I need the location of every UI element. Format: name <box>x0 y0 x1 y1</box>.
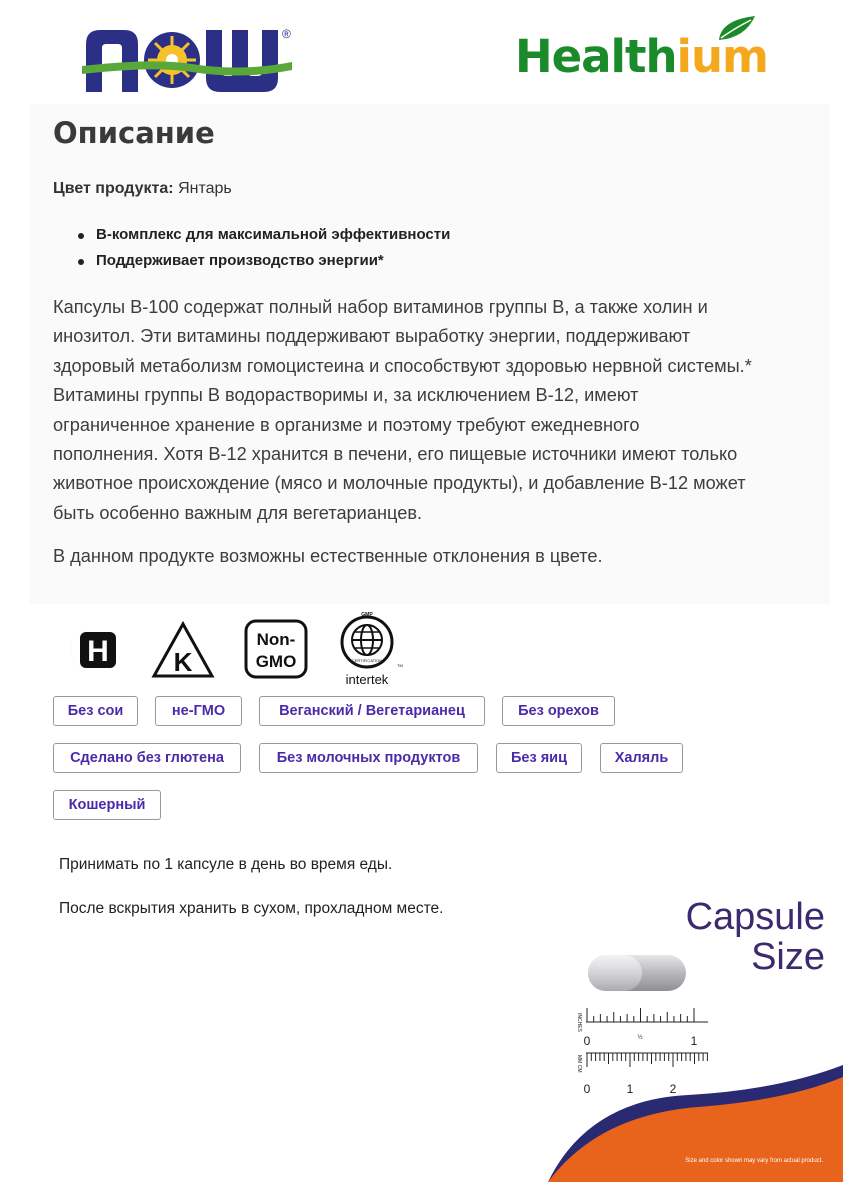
ruler-mm-ticks <box>587 1053 707 1067</box>
intertek-gmp-text: GMP <box>361 612 373 618</box>
intertek-name: intertek <box>345 672 389 687</box>
halal-cert-letter: H <box>87 635 109 668</box>
inch-tick-label-1: 1 <box>690 1034 698 1048</box>
paragraph-line: инозитол. Эти витамины поддерживают выработку энергии, поддерживают <box>53 326 691 347</box>
cm-tick-label-1: 1 <box>626 1082 634 1096</box>
badge-nut-free: Без орехов <box>502 696 615 726</box>
intertek-cert-icon <box>336 610 406 688</box>
product-color-label: Цвет продукта: <box>53 180 174 197</box>
capsule-cap <box>588 955 642 991</box>
healthium-main: Health <box>515 30 677 83</box>
paragraph-line: пополнения. Хотя B-12 хранится в печени, его пищевые источники имеют только <box>53 444 738 465</box>
non-gmo-line1: Non- <box>256 630 296 649</box>
badge-dairy-free: Без молочных продуктов <box>259 743 478 773</box>
capsule-title-line2: Size <box>751 936 825 978</box>
badge-soy-free: Без сои <box>53 696 138 726</box>
healthium-logo <box>515 14 785 84</box>
ruler-metric-label: MM CM <box>576 1055 582 1073</box>
badge-vegan: Веганский / Вегетарианец <box>259 696 485 726</box>
halal-cert-icon <box>64 618 124 680</box>
badge-gluten-free: Сделано без глютена <box>53 743 241 773</box>
kosher-cert-icon <box>150 620 216 680</box>
badge-non-gmo: не-ГМО <box>155 696 242 726</box>
inch-tick-label-half: ½ <box>637 1035 643 1041</box>
paragraph-line: Капсулы B-100 содержат полный набор витаминов группы B, а также холин и <box>53 297 708 317</box>
intertek-ring-text: CERTIFICATION <box>351 658 383 663</box>
feature-item: B-комплекс для максимальной эффективности <box>78 226 450 252</box>
description-paragraph <box>53 293 843 528</box>
healthium-accent: ium <box>676 30 768 83</box>
intertek-tm: TM <box>397 663 403 668</box>
capsule-size-card <box>548 885 843 1182</box>
cm-tick-label-2: 2 <box>669 1082 677 1096</box>
capsule-title-line1: Capsule <box>685 896 825 938</box>
paragraph-line: Витамины группы B водорастворимы и, за исключением B-12, имеют <box>53 385 639 406</box>
paragraph-line: животное происхождение (мясо и молочные продукты), и добавление B-12 может <box>53 473 746 494</box>
paragraph-line: быть особенно важным для вегетарианцев. <box>53 502 423 523</box>
ruler-inch-ticks <box>587 1008 694 1022</box>
capsule-size-title <box>686 897 825 977</box>
color-variation-note: В данном продукте возможны естественные отклонения в цвете. <box>53 546 603 566</box>
dosage-text: Принимать по 1 капсуле в день во время еды. <box>59 856 393 873</box>
page-title: Описание <box>53 116 215 150</box>
storage-text: После вскрытия хранить в сухом, прохладном месте. <box>59 900 444 917</box>
paragraph-line: ограниченное хранение в организме и поэтому требуют ежедневного <box>53 414 640 435</box>
product-color-value: Янтарь <box>178 180 232 197</box>
badge-halal: Халяль <box>600 743 683 773</box>
kosher-cert-letter: K <box>173 647 193 677</box>
ruler-inches-label: INCHES <box>576 1013 582 1032</box>
paragraph-line: здоровый метаболизм гомоцистеина и способствуют здоровью нервной системы.* <box>53 355 752 376</box>
now-registered-mark: ® <box>282 27 291 41</box>
non-gmo-cert-icon <box>244 619 308 679</box>
feature-item: Поддерживает производство энергии* <box>78 252 450 278</box>
badge-egg-free: Без яиц <box>496 743 582 773</box>
healthium-wordmark <box>515 30 768 83</box>
product-color <box>53 180 232 198</box>
feature-list <box>78 226 450 278</box>
badge-kosher: Кошерный <box>53 790 161 820</box>
now-logo <box>82 22 298 94</box>
non-gmo-line2: GMO <box>255 652 297 671</box>
inch-tick-label-0: 0 <box>583 1034 591 1048</box>
cm-tick-label-0: 0 <box>583 1082 591 1096</box>
size-disclaimer: Size and color shown may vary from actual product. <box>685 1158 823 1164</box>
